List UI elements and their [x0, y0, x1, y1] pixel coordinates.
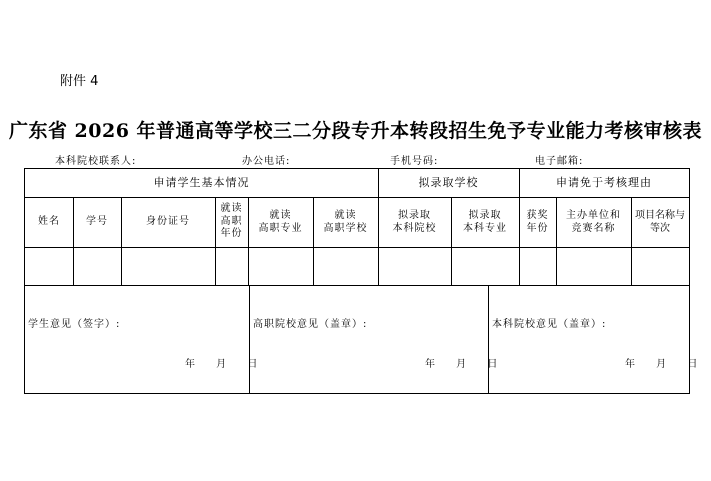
opinion-divider: [249, 285, 250, 393]
attachment-label: 附件 4: [60, 74, 99, 89]
header-student-info: 申请学生基本情况: [153, 175, 250, 189]
col-header-project-rank: 项目名称与 等次: [635, 209, 685, 234]
student-opinion-date: 年 月 日: [185, 359, 258, 370]
undergrad-opinion-label: 本科院校意见（盖章）:: [492, 319, 607, 330]
email-label: 电子邮箱:: [535, 156, 584, 167]
vocational-opinion-label: 高职院校意见（盖章）:: [253, 319, 368, 330]
student-opinion-label: 学生意见（签字）:: [28, 319, 121, 330]
mobile-label: 手机号码:: [390, 156, 439, 167]
row-divider: [25, 285, 689, 286]
row-divider: [25, 247, 689, 248]
review-table: [24, 168, 698, 394]
col-header-undergrad-school: 拟录取 本科院校: [392, 209, 437, 234]
document-title: 广东省 2026 年普通高等学校三二分段专升本转段招生免予专业能力考核审核表: [8, 120, 703, 142]
contact-person-label: 本科院校联系人:: [55, 156, 137, 167]
vocational-opinion-date: 年 月 日: [425, 359, 498, 370]
col-header-organizer-competition: 主办单位和 竞赛名称: [566, 209, 621, 234]
col-header-award-year: 获奖 年份: [526, 209, 549, 234]
col-header-undergrad-major: 拟录取 本科专业: [463, 209, 507, 234]
opinion-divider: [488, 285, 489, 393]
col-header-name: 姓名: [38, 216, 60, 228]
undergrad-opinion-date: 年 月 日: [625, 359, 698, 370]
office-phone-label: 办公电话:: [242, 156, 291, 167]
col-header-grade-year: 就读 高职 年份: [220, 203, 243, 240]
col-header-id-number: 身份证号: [146, 216, 190, 228]
header-admission-school: 拟录取学校: [418, 175, 479, 189]
col-header-student-id: 学号: [86, 216, 108, 228]
col-header-vocational-major: 就读 高职专业: [258, 209, 303, 234]
col-header-vocational-school: 就读 高职学校: [323, 209, 368, 234]
header-exemption-reason: 申请免于考核理由: [556, 175, 652, 189]
